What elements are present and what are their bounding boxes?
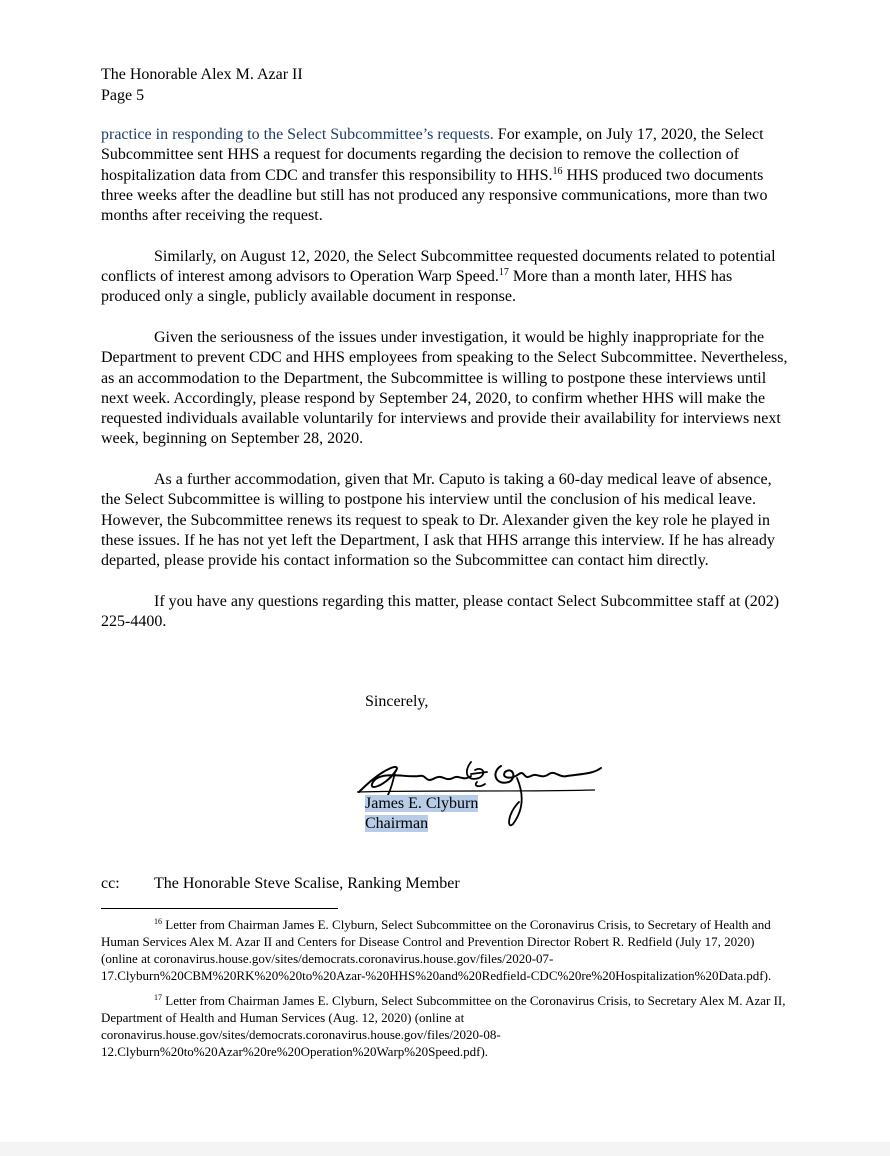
closing: Sincerely, bbox=[365, 693, 429, 710]
footnote-16-text: Letter from Chairman James E. Clyburn, Select Subcommittee on the Coronavirus Crisis, to Secretary of Health and Human Services Alex M. Azar II and Centers for Disease Control and Prevention Director Robert R. Redfield (July 17, 2020) (online at coronavirus.house.gov/sites/democrats.coronavirus.house.gov/files/2020-07-17.Clyburn%20CBM%20RK%20%20to%20Azar-%20HHS%20and%20Redfield-CDC%20re%20Hospitalization%20Data.pdf). bbox=[101, 917, 772, 983]
paragraph-1-text-a: For example, on July 17, 2020, the Select Subcommittee sent HHS a request for documents regarding the decision to remove the collection of hospitalization data from CDC and transfer this responsibility to HHS. bbox=[101, 126, 764, 184]
paragraph-2 bbox=[101, 247, 789, 308]
footnote-ref-16[interactable]: 16 bbox=[552, 165, 563, 177]
footnote-17-text: Letter from Chairman James E. Clyburn, Select Subcommittee on the Coronavirus Crisis, to Secretary Alex M. Azar II, Department of Health and Human Services (Aug. 12, 2020) (online at coronavirus.house.gov/sites/democrats.coronavirus.house.gov/files/2020-08-12.Clyburn%20to%20Azar%20re%20Operation%20Warp%20Speed.pdf). bbox=[101, 993, 786, 1059]
paragraph-2-text-a: Similarly, on August 12, 2020, the Select Subcommittee requested documents related to potential conflicts of interest among advisors to Operation Warp Speed. bbox=[101, 247, 776, 286]
paragraph-1-continued: practice in responding to the Select Subcommittee’s requests. bbox=[101, 126, 494, 143]
paragraph-5: If you have any questions regarding this matter, please contact Select Subcommittee staff at (202) 225-4400. bbox=[101, 592, 780, 631]
footnote-ref-17[interactable]: 17 bbox=[498, 267, 509, 279]
viewer-bottom-strip bbox=[0, 1142, 890, 1156]
footnotes bbox=[101, 916, 791, 1068]
paragraph-2-text-b: More than a month later, HHS has produced only a single, publicly available document in response. bbox=[101, 268, 733, 306]
footnote-17-number: 17 bbox=[154, 993, 162, 1002]
paragraph-1 bbox=[101, 125, 789, 226]
letter-body bbox=[101, 125, 789, 653]
header-page-number: Page 5 bbox=[101, 86, 145, 104]
footnote-16 bbox=[101, 916, 791, 984]
signature-block bbox=[355, 752, 615, 832]
footnote-16-number: 16 bbox=[154, 917, 162, 926]
paragraph-3: Given the seriousness of the issues under investigation, it would be highly inappropriate for the Department to prevent CDC and HHS employees from speaking to the Select Subcommittee. Nevertheless, as an accommodation to the Department, the Subcommittee is willing to postpone these interviews until next week. Accordingly, please respond by September 24, 2020, to confirm whether HHS will make the requested individuals available voluntarily for interviews and provide their availability for interviews next week, beginning on September 28, 2020. bbox=[101, 328, 788, 448]
cc-label: cc: bbox=[101, 875, 120, 892]
signature-title: Chairman bbox=[365, 815, 429, 832]
paragraph-1-text-b: HHS produced two documents three weeks after the deadline but still has not produced any responsive communications, more than two months after receiving the request. bbox=[101, 166, 768, 225]
cc-recipient: The Honorable Steve Scalise, Ranking Member bbox=[154, 875, 460, 892]
footnote-divider bbox=[101, 908, 338, 909]
header-addressee: The Honorable Alex M. Azar II bbox=[101, 66, 303, 83]
cc-line bbox=[101, 874, 460, 894]
signature-name: James E. Clyburn bbox=[365, 795, 479, 812]
page-header bbox=[101, 65, 303, 106]
footnote-17 bbox=[101, 992, 791, 1060]
paragraph-4: As a further accommodation, given that Mr. Caputo is taking a 60-day medical leave of absence, the Select Subcommittee is willing to postpone his interview until the conclusion of his medical leave. However, the Subcommittee renews its request to speak to Dr. Alexander given the key role he played in these issues. If he has not yet left the Department, I ask that HHS arrange this interview. If he has already departed, please provide his contact information so the Subcommittee can contact him directly. bbox=[101, 471, 775, 570]
